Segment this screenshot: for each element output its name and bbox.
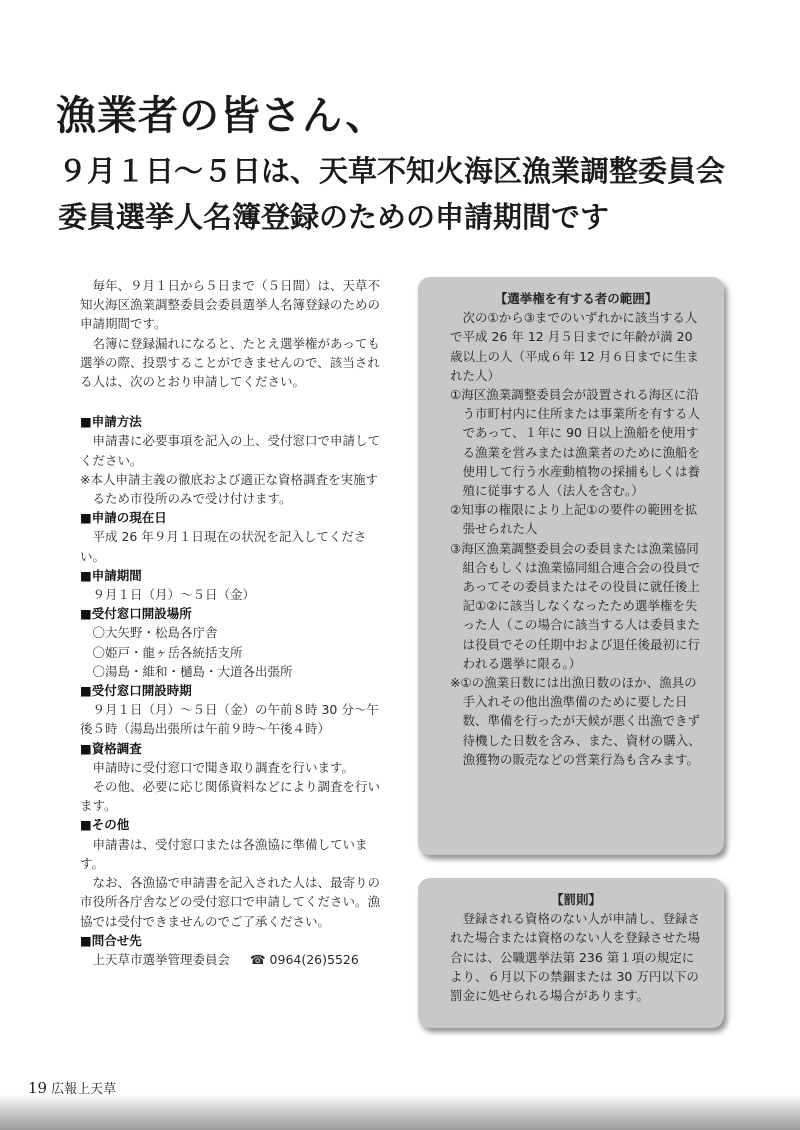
place-item: 〇湯島・維和・樋島・大道各出張所 xyxy=(92,663,293,679)
penalty-text: 登録される資格のない人が申請し、登録された場合または資格のない人を登録させた場合には、公職選挙法第 236 第１項の規定により、６月以下の禁錮または 30 万円以下の罰金に処せられる場合があります。 xyxy=(450,911,701,1004)
eligibility-item-2: ②知事の権限により上記①の要件の範囲を拡張せられた人 xyxy=(450,502,698,537)
main-column xyxy=(80,276,382,969)
eligibility-item-3: ③海区漁業調整委員会の委員または漁業協同組合もしくは漁業協同組合連合会の役員であってその委員またはその役員に就任後上記①②に該当しなくなったため選挙権を失った人（この場合に該当する人は委員または役員でその任期中および退任後最初に行われる選挙に限る。） xyxy=(450,540,701,671)
section-heading-period: ■申請期間 xyxy=(80,567,142,583)
contact-phone: ☎ 0964(26)5526 xyxy=(250,951,359,967)
eligibility-box xyxy=(418,277,724,855)
page-title: 漁業者の皆さん、 xyxy=(56,93,387,139)
publication-name: 広報上天草 xyxy=(51,1082,117,1097)
place-item: 〇大矢野・松島各庁舎 xyxy=(92,625,218,641)
section-heading-hours: ■受付窓口開設時期 xyxy=(80,683,192,699)
footer xyxy=(28,1078,116,1097)
date-basis-text: 平成 26 年９月１日現在の状況を記入してください。 xyxy=(80,529,367,564)
section-heading-check: ■資格調査 xyxy=(80,740,142,756)
penalty-title: 【罰則】 xyxy=(550,892,601,907)
eligibility-intro: 次の①から③までのいずれかに該当する人で平成 26 年 12 月５日までに年齢が満 20 歳以上の人（平成６年 12 月６日までに生まれた人） xyxy=(450,310,699,383)
hours-text: ９月１日（月）～５日（金）の午前８時 30 分～午後５時（湯島出張所は午前９時～午後４時） xyxy=(80,702,379,737)
section-heading-other: ■その他 xyxy=(80,817,130,833)
footer-band xyxy=(0,1094,800,1130)
eligibility-item-1: ①海区漁業調整委員会が設置される海区に沿う市町村内に住所または事業所を有する人であって、１年に 90 日以上漁船を使用する漁業を営みまたは漁業者のために漁船を使用して行う水産動植物の採捕もしくは養殖に従事する人（法人を含む。） xyxy=(450,387,701,499)
method-note: ※本人申請主義の徹底および適正な資格調査を実施するため市役所のみで受け付けます。 xyxy=(80,471,378,507)
contact-name: 上天草市選挙管理委員会 xyxy=(92,951,231,967)
section-heading-contact: ■問合せ先 xyxy=(80,932,142,948)
subtitle-line-2: 委員選挙人名簿登録のための申請期間です xyxy=(58,200,610,234)
section-heading-date-basis: ■申請の現在日 xyxy=(80,510,167,526)
contact-line xyxy=(80,950,382,969)
intro-paragraph-2: 名簿に登録漏れになると、たとえ選挙権があっても選挙の際、投票することができませんので、該当される人は、次のとおり申請してください。 xyxy=(80,335,380,390)
section-heading-method: ■申請方法 xyxy=(80,414,142,430)
spacer xyxy=(80,391,382,412)
section-heading-places: ■受付窓口開設場所 xyxy=(80,606,192,622)
penalty-box xyxy=(418,878,724,1028)
check-text-2: その他、必要に応じ関係資料などにより調査を行います。 xyxy=(80,779,381,814)
page-subtitle xyxy=(58,148,725,240)
other-text-1: 申請書は、受付窓口または各漁協に準備しています。 xyxy=(80,836,368,871)
intro-paragraph-1: 毎年、９月１日から５日まで（５日間）は、天草不知火海区漁業調整委員会委員選挙人名簿登録のための申請期間です。 xyxy=(80,278,381,332)
page-number: 19 xyxy=(28,1079,48,1097)
method-text: 申請書に必要事項を記入の上、受付窓口で申請してください。 xyxy=(80,433,381,468)
place-item: 〇姫戸・龍ヶ岳各統括支所 xyxy=(92,644,243,660)
other-text-2: なお、各漁協で申請書を記入された人は、最寄りの市役所各庁舎などの受付窓口で申請してください。漁協では受付できませんのでご了承ください。 xyxy=(80,875,381,929)
period-text: ９月１日（月）～５日（金） xyxy=(92,587,256,603)
subtitle-line-1: ９月１日～５日は、天草不知火海区漁業調整委員会 xyxy=(58,154,726,188)
eligibility-title: 【選挙権を有する者の範囲】 xyxy=(494,291,658,306)
eligibility-note: ※①の漁業日数には出漁日数のほか、漁具の手入れその他出漁準備のために要した日数、準備を行ったが天候が悪く出漁できず待機した日数を含み、また、資材の購入、漁獲物の販売などの営業行為も含みます。 xyxy=(450,675,701,767)
check-text-1: 申請時に受付窓口で聞き取り調査を行います。 xyxy=(92,759,355,775)
